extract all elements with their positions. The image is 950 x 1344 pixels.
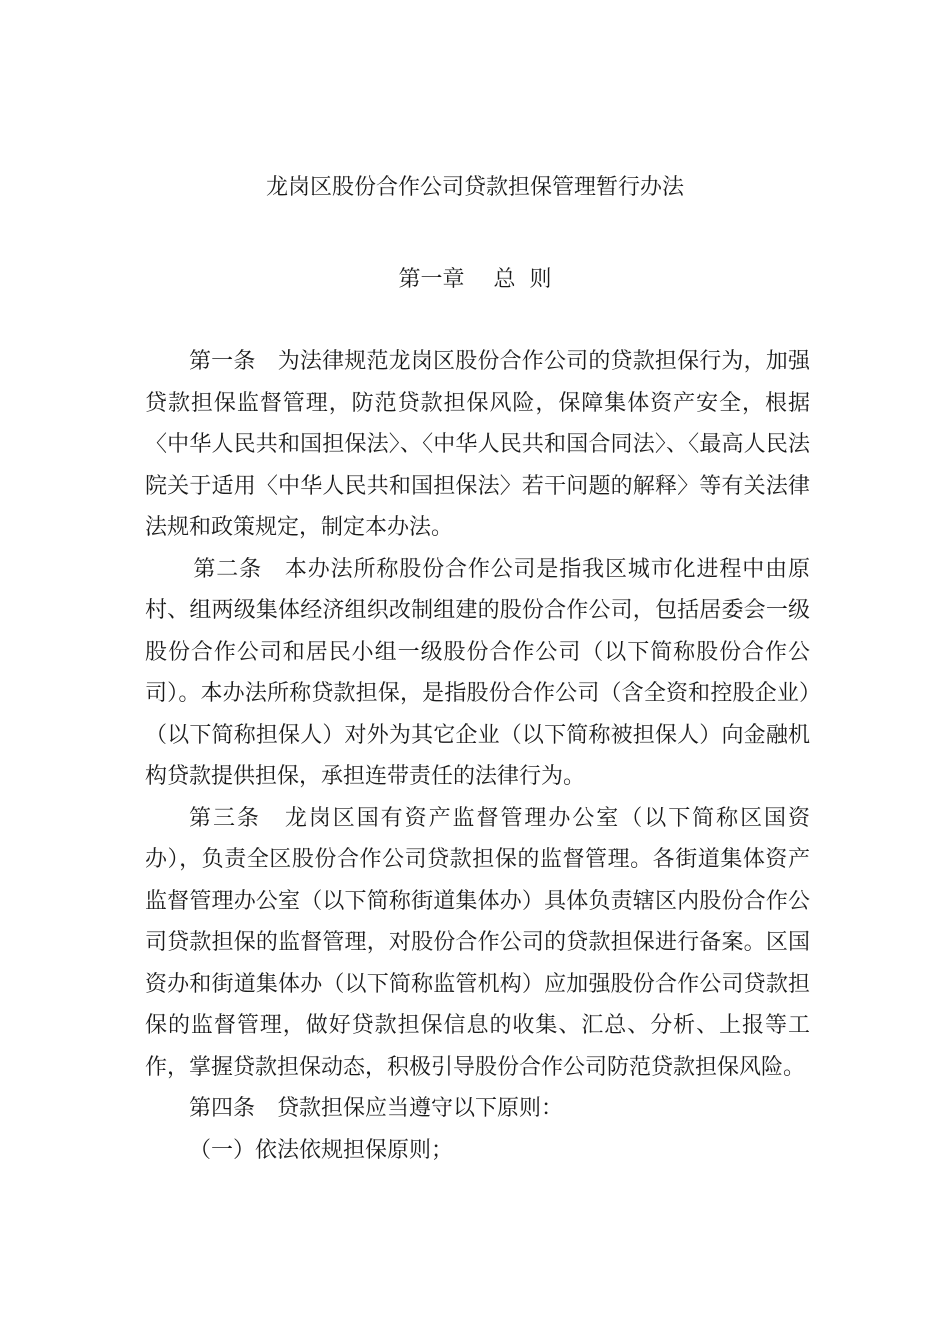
principle-1-item: （一）依法依规担保原则；: [189, 1137, 454, 1163]
chapter-heading: 第一章 总 则: [398, 267, 552, 292]
article-2-paragraph: 第二条 本办法所称股份合作公司是指我区城市化进程中由原村、组两级集体经济组织改制组建的股份合作公司，包括居委会一级股份合作公司和居民小组一级股份合作公司（以下简称股份合作公司）。本办法所称贷款担保，是指股份合作公司（含全资和控股企业）（以下简称担保人）对外为其它企业（以下简称被担保人）向金融机构贷款提供担保，承担连带责任的法律行为。: [145, 556, 810, 789]
article-3-paragraph: 第三条 龙岗区国有资产监督管理办公室（以下简称区国资办），负责全区股份合作公司贷款担保的监督管理。各街道集体资产监督管理办公室（以下简称街道集体办）具体负责辖区内股份合作公司贷款担保的监督管理，对股份合作公司的贷款担保进行备案。区国资办和街道集体办（以下简称监管机构）应加强股份合作公司贷款担保的监督管理，做好贷款担保信息的收集、汇总、分析、上报等工作，掌握贷款担保动态，积极引导股份合作公司防范贷款担保风险。: [145, 805, 810, 1080]
article-4-paragraph: 第四条 贷款担保应当遵守以下原则：: [189, 1096, 564, 1121]
document-body: [145, 341, 810, 1171]
document-title: 龙岗区股份合作公司贷款担保管理暂行办法: [265, 175, 684, 200]
article-1-paragraph: 第一条 为法律规范龙岗区股份合作公司的贷款担保行为，加强贷款担保监督管理，防范贷款担保风险，保障集体资产安全，根据〈中华人民共和国担保法〉、〈中华人民共和国合同法〉、〈最高人民法院关于适用〈中华人民共和国担保法〉若干问题的解释〉等有关法律法规和政策规定，制定本办法。: [145, 349, 810, 540]
